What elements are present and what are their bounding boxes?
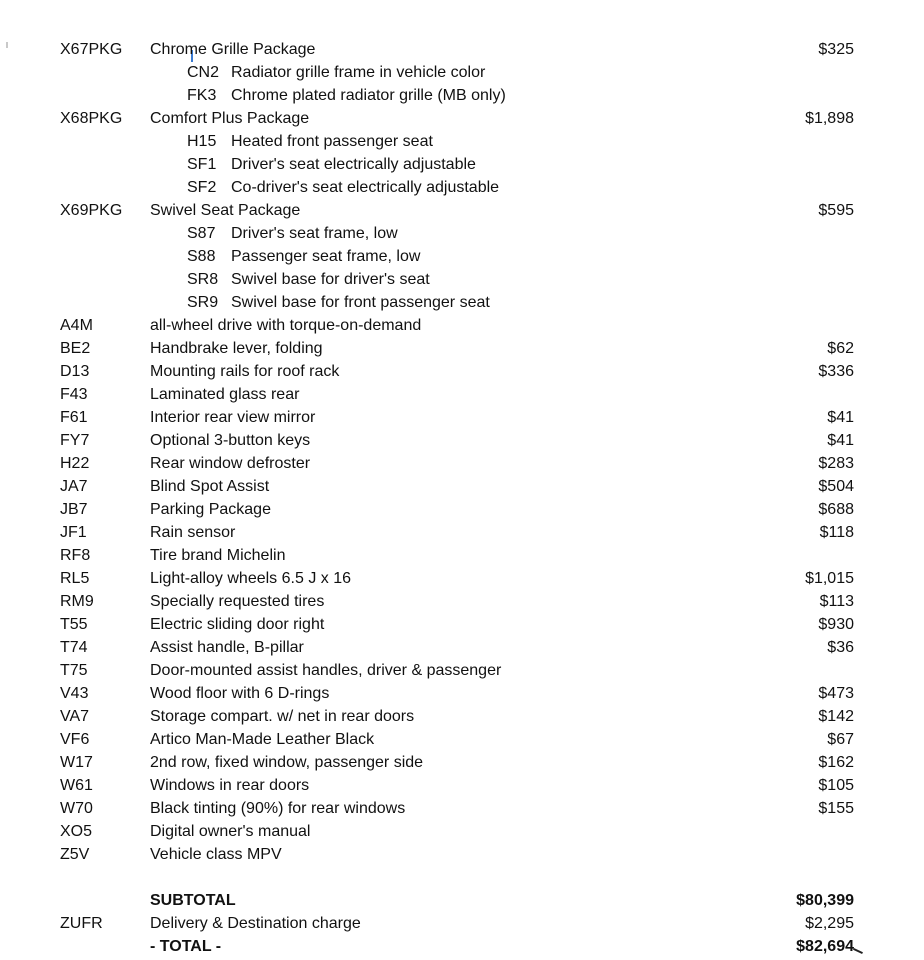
- total-row: [0, 935, 924, 958]
- option-row: [0, 498, 924, 521]
- option-code: F43: [60, 386, 88, 403]
- option-desc: Parking Package: [150, 501, 271, 518]
- option-desc: Electric sliding door right: [150, 616, 325, 633]
- option-code: H22: [60, 455, 90, 472]
- package-item-row: [0, 291, 924, 314]
- package-item-row: [0, 222, 924, 245]
- delivery-code: ZUFR: [60, 915, 103, 932]
- package-item-row: [0, 153, 924, 176]
- option-price: $142: [818, 708, 854, 725]
- package-row: [0, 199, 924, 222]
- option-price: $113: [819, 593, 854, 610]
- package-item-desc: Radiator grille frame in vehicle color: [231, 64, 486, 81]
- option-code: F61: [60, 409, 88, 426]
- option-row: [0, 406, 924, 429]
- option-desc: Light-alloy wheels 6.5 J x 16: [150, 570, 351, 587]
- option-desc: Laminated glass rear: [150, 386, 300, 403]
- subtotal-row: [0, 889, 924, 912]
- package-item-code: SF1: [187, 156, 217, 173]
- option-desc: Rain sensor: [150, 524, 236, 541]
- package-item-row: [0, 130, 924, 153]
- package-name: Swivel Seat Package: [150, 202, 301, 219]
- option-price: $336: [818, 363, 854, 380]
- package-code: X68PKG: [60, 110, 123, 127]
- option-code: RM9: [60, 593, 94, 610]
- package-item-row: [0, 61, 924, 84]
- option-price: $67: [827, 731, 854, 748]
- option-price: $473: [818, 685, 854, 702]
- package-item-code: SR8: [187, 271, 219, 288]
- option-desc: Blind Spot Assist: [150, 478, 270, 495]
- package-code: X69PKG: [60, 202, 123, 219]
- option-row: [0, 705, 924, 728]
- package-row: [0, 38, 924, 61]
- option-desc: Digital owner's manual: [150, 823, 311, 840]
- package-item-row: [0, 84, 924, 107]
- option-code: JF1: [60, 524, 87, 541]
- option-price: $930: [818, 616, 854, 633]
- option-price: $62: [827, 340, 854, 357]
- option-code: T75: [60, 662, 88, 679]
- option-desc: Door-mounted assist handles, driver & passenger: [150, 662, 502, 679]
- option-price: $283: [818, 455, 854, 472]
- option-price: $155: [818, 800, 854, 817]
- package-item-row: [0, 176, 924, 199]
- option-code: JB7: [60, 501, 88, 518]
- subtotal-price: $80,399: [796, 892, 854, 909]
- package-item-code: CN2: [187, 64, 220, 81]
- package-item-desc: Heated front passenger seat: [231, 133, 433, 150]
- package-price: $325: [818, 41, 854, 58]
- option-desc: Optional 3-button keys: [150, 432, 311, 449]
- option-row: [0, 429, 924, 452]
- option-row: [0, 544, 924, 567]
- option-row: [0, 682, 924, 705]
- package-item-code: H15: [187, 133, 217, 150]
- option-code: D13: [60, 363, 90, 380]
- option-row: [0, 337, 924, 360]
- package-item-desc: Passenger seat frame, low: [231, 248, 421, 265]
- package-price: $595: [818, 202, 854, 219]
- option-row: [0, 475, 924, 498]
- option-row: [0, 567, 924, 590]
- option-row: [0, 820, 924, 843]
- package-item-desc: Driver's seat electrically adjustable: [231, 156, 476, 173]
- package-item-desc: Driver's seat frame, low: [231, 225, 398, 242]
- option-price: $504: [818, 478, 854, 495]
- option-code: A4M: [60, 317, 93, 334]
- option-price: $105: [818, 777, 854, 794]
- option-price: $1,015: [805, 570, 854, 587]
- option-code: VA7: [60, 708, 90, 725]
- option-row: [0, 751, 924, 774]
- option-desc: Wood floor with 6 D-rings: [150, 685, 330, 702]
- package-code: X67PKG: [60, 41, 123, 58]
- option-code: JA7: [60, 478, 88, 495]
- option-code: BE2: [60, 340, 91, 357]
- option-desc: Interior rear view mirror: [150, 409, 316, 426]
- option-row: [0, 383, 924, 406]
- package-price: $1,898: [805, 110, 854, 127]
- option-row: [0, 314, 924, 337]
- option-row: [0, 590, 924, 613]
- option-desc: all-wheel drive with torque-on-demand: [150, 317, 422, 334]
- option-code: W61: [60, 777, 93, 794]
- option-price: $688: [818, 501, 854, 518]
- option-desc: Windows in rear doors: [150, 777, 310, 794]
- option-code: W17: [60, 754, 93, 771]
- option-row: [0, 728, 924, 751]
- option-desc: Storage compart. w/ net in rear doors: [150, 708, 415, 725]
- delivery-row: [0, 912, 924, 935]
- option-code: T74: [60, 639, 88, 656]
- option-row: [0, 843, 924, 866]
- option-code: XO5: [60, 823, 93, 840]
- option-desc: Vehicle class MPV: [150, 846, 282, 863]
- option-code: W70: [60, 800, 93, 817]
- option-code: FY7: [60, 432, 90, 449]
- package-item-code: SR9: [187, 294, 219, 311]
- package-item-code: S87: [187, 225, 216, 242]
- package-item-desc: Swivel base for front passenger seat: [231, 294, 490, 311]
- option-code: Z5V: [60, 846, 90, 863]
- option-price: $41: [827, 409, 854, 426]
- delivery-desc: Delivery & Destination charge: [150, 915, 361, 932]
- option-row: [0, 613, 924, 636]
- package-item-desc: Co-driver's seat electrically adjustable: [231, 179, 500, 196]
- option-row: [0, 797, 924, 820]
- package-item-code: FK3: [187, 87, 217, 104]
- option-row: [0, 659, 924, 682]
- package-row: [0, 107, 924, 130]
- option-row: [0, 360, 924, 383]
- option-desc: Black tinting (90%) for rear windows: [150, 800, 406, 817]
- option-desc: 2nd row, fixed window, passenger side: [150, 754, 424, 771]
- option-price: $36: [827, 639, 854, 656]
- option-code: RL5: [60, 570, 90, 587]
- total-price: $82,694: [796, 938, 854, 955]
- option-desc: Specially requested tires: [150, 593, 325, 610]
- delivery-price: $2,295: [805, 915, 854, 932]
- total-label: - TOTAL -: [150, 938, 222, 955]
- option-code: T55: [60, 616, 88, 633]
- package-item-code: S88: [187, 248, 216, 265]
- option-desc: Tire brand Michelin: [150, 547, 286, 564]
- package-item-desc: Swivel base for driver's seat: [231, 271, 430, 288]
- option-row: [0, 452, 924, 475]
- option-desc: Mounting rails for roof rack: [150, 363, 340, 380]
- package-item-row: [0, 268, 924, 291]
- option-desc: Handbrake lever, folding: [150, 340, 323, 357]
- package-name: Chrome Grille Package: [150, 41, 316, 58]
- option-desc: Rear window defroster: [150, 455, 311, 472]
- option-price: $162: [818, 754, 854, 771]
- option-price: $118: [819, 524, 854, 541]
- option-row: [0, 521, 924, 544]
- package-item-code: SF2: [187, 179, 217, 196]
- option-desc: Assist handle, B-pillar: [150, 639, 304, 656]
- option-row: [0, 636, 924, 659]
- package-item-desc: Chrome plated radiator grille (MB only): [231, 87, 506, 104]
- option-row: [0, 774, 924, 797]
- package-name: Comfort Plus Package: [150, 110, 310, 127]
- option-desc: Artico Man-Made Leather Black: [150, 731, 375, 748]
- option-price: $41: [827, 432, 854, 449]
- package-item-row: [0, 245, 924, 268]
- option-code: VF6: [60, 731, 90, 748]
- option-code: RF8: [60, 547, 91, 564]
- option-code: V43: [60, 685, 89, 702]
- subtotal-label: SUBTOTAL: [150, 892, 236, 909]
